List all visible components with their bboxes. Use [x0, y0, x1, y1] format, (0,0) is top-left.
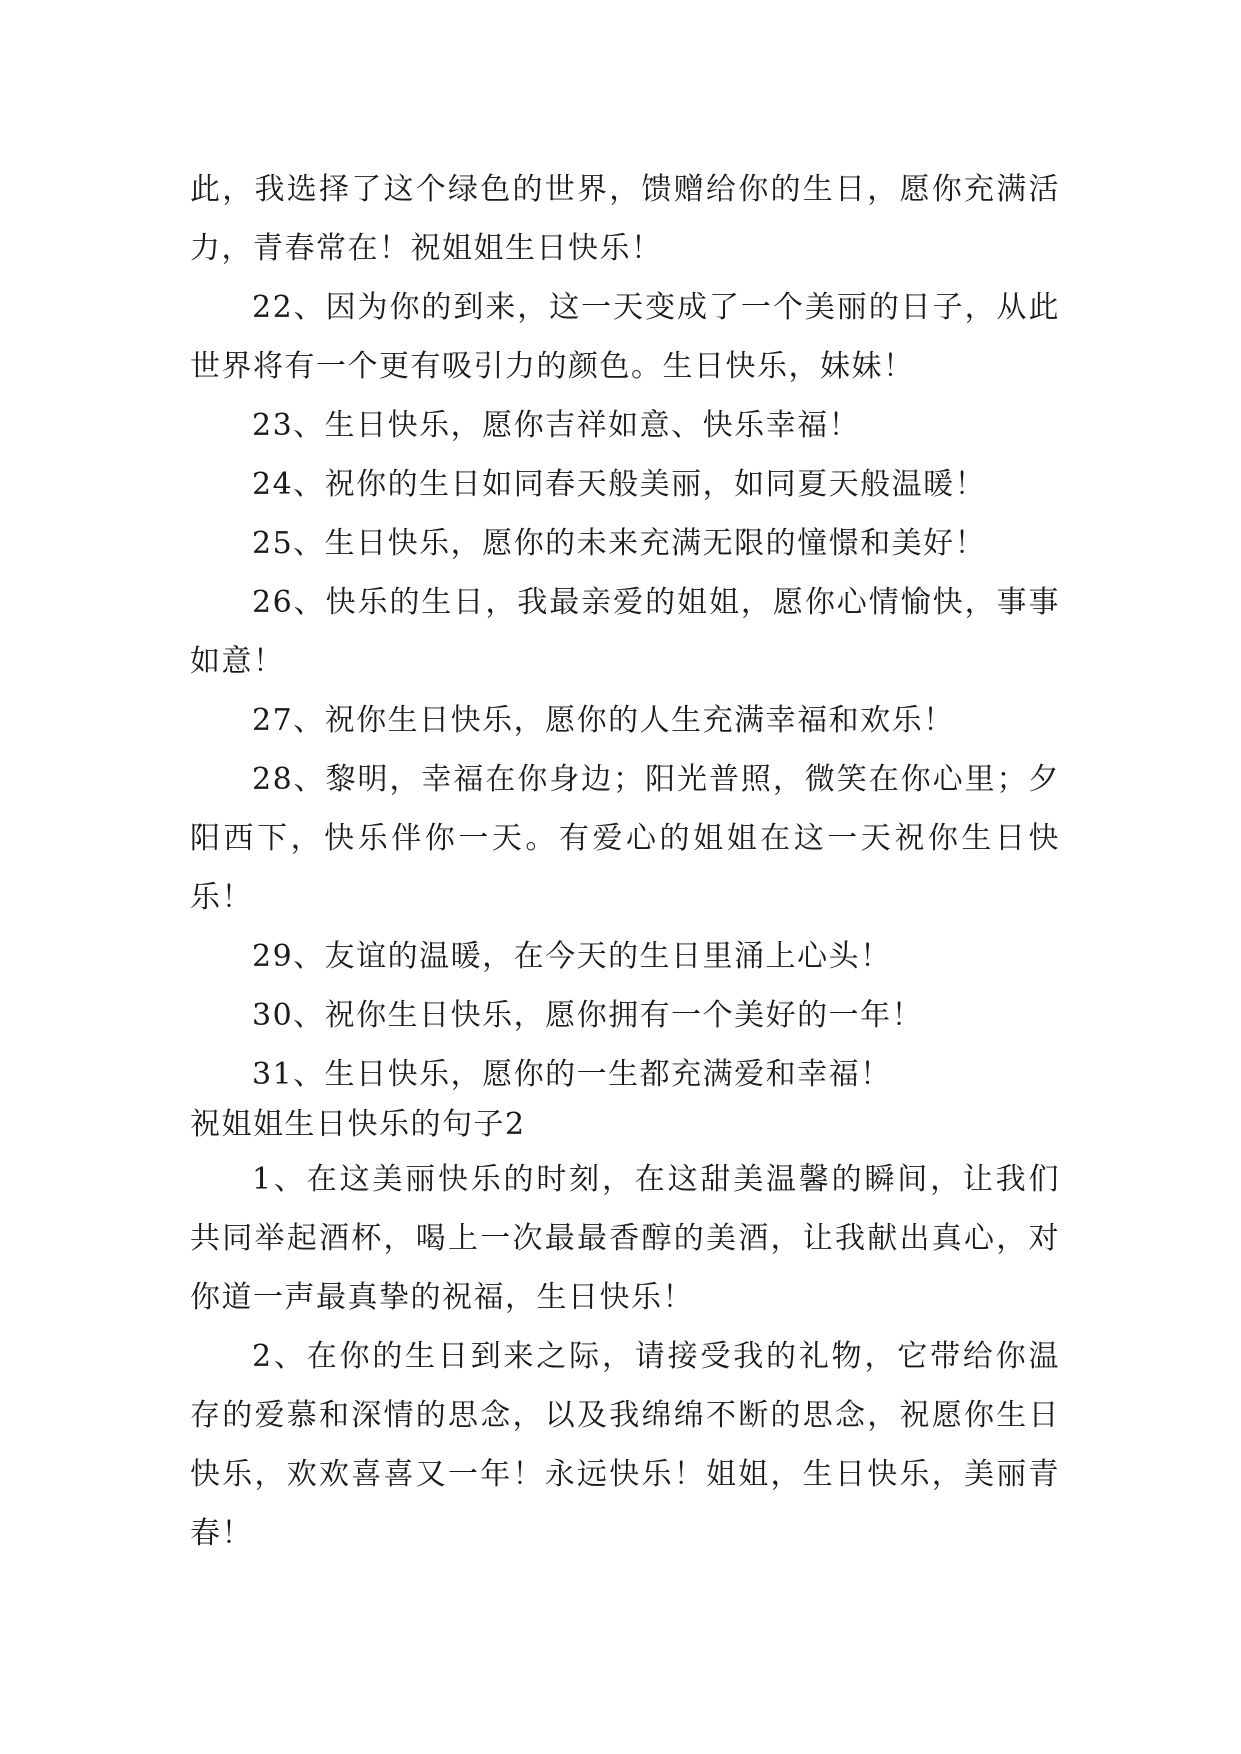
document-body — [190, 160, 1060, 1563]
section-paragraph-2: 2、在你的生日到来之际，请接受我的礼物，它带给你温存的爱慕和深情的思念，以及我绵绵不断的思念，祝愿你生日快乐，欢欢喜喜又一年！永远快乐！姐姐，生日快乐，美丽青春！ — [190, 1339, 1060, 1551]
paragraph-24: 24、祝你的生日如同春天般美丽，如同夏天般温暖！ — [252, 467, 987, 502]
paragraph-30: 30、祝你生日快乐，愿你拥有一个美好的一年！ — [252, 998, 924, 1033]
paragraph-22: 22、因为你的到来，这一天变成了一个美丽的日子，从此世界将有一个更有吸引力的颜色。生日快乐，妹妹！ — [190, 290, 1060, 384]
section-heading: 祝姐姐生日快乐的句子2 — [190, 1107, 526, 1142]
paragraph-29: 29、友谊的温暖，在今天的生日里涌上心头！ — [252, 939, 892, 974]
paragraph-25: 25、生日快乐，愿你的未来充满无限的憧憬和美好！ — [252, 526, 987, 561]
section-paragraph-1: 1、在这美丽快乐的时刻，在这甜美温馨的瞬间，让我们共同举起酒杯，喝上一次最最香醇的美酒，让我献出真心，对你道一声最真挚的祝福，生日快乐！ — [190, 1162, 1060, 1315]
paragraph-27: 27、祝你生日快乐，愿你的人生充满幸福和欢乐！ — [252, 703, 955, 738]
paragraph-31: 31、生日快乐，愿你的一生都充满爱和幸福！ — [252, 1057, 892, 1092]
paragraph-28: 28、黎明，幸福在你身边；阳光普照，微笑在你心里；夕阳西下，快乐伴你一天。有爱心的姐姐在这一天祝你生日快乐！ — [190, 762, 1060, 915]
paragraph-continued: 此，我选择了这个绿色的世界，馈赠给你的生日，愿你充满活力，青春常在！祝姐姐生日快乐！ — [190, 172, 1060, 266]
paragraph-26: 26、快乐的生日，我最亲爱的姐姐，愿你心情愉快，事事如意！ — [190, 585, 1060, 679]
paragraph-23: 23、生日快乐，愿你吉祥如意、快乐幸福！ — [252, 408, 861, 443]
